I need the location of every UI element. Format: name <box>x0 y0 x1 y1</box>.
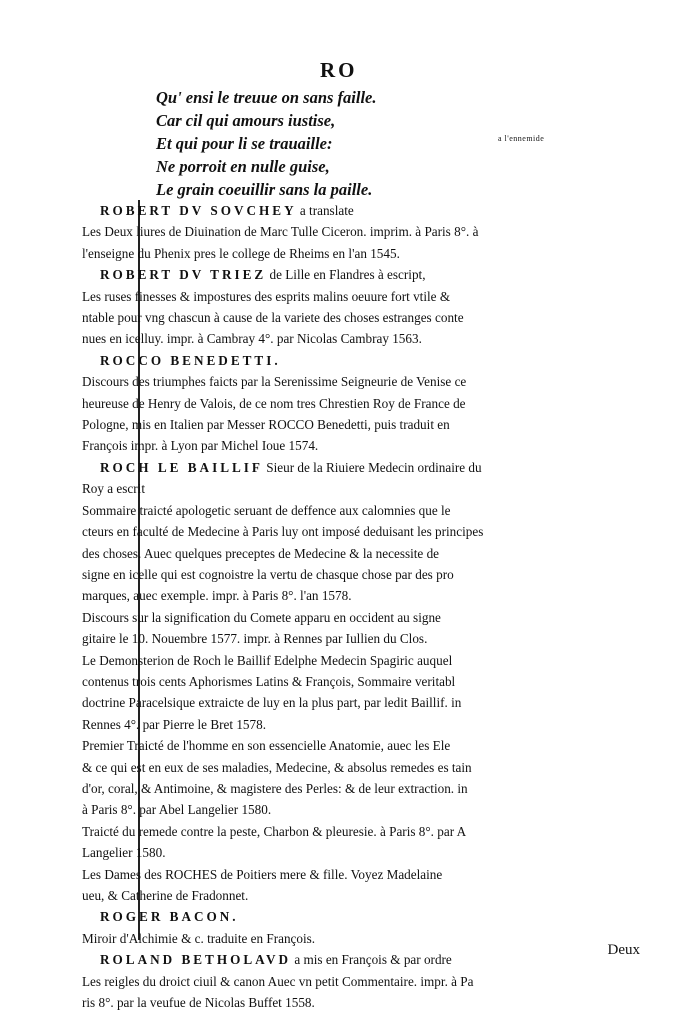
author-name: ROBERT DV SOVCHEY <box>100 203 297 218</box>
entry-heading <box>82 200 618 221</box>
entry-note: de Lille en Flandres à escript, <box>266 267 426 283</box>
author-name: ROCCO BENEDETTI. <box>100 352 281 368</box>
text-line: Les ruses finesses & impostures des esprits malins oeuure fort vtile & <box>82 288 451 304</box>
text-line: cteurs en faculté de Medecine à Paris luy ont imposé deduisant les principes <box>82 524 484 540</box>
text-line: Pologne, mis en Italien par Messer ROCCO Benedetti, puis traduit en <box>82 417 450 433</box>
verse-line: Et qui pour li se trauaille: <box>156 134 333 153</box>
entry-heading <box>82 457 618 478</box>
text-line: Miroir d'Alchimie & c. traduite en François. <box>82 930 316 946</box>
margin-note: a l'ennemide <box>498 134 545 143</box>
text-line: Rennes 4°. par Pierre le Bret 1578. <box>82 716 266 732</box>
text-line: ntable pour vng chascun à cause de la variete des choses estranges conte <box>82 310 464 326</box>
text-line: heureuse de Henry de Valois, de ce nom tres Chrestien Roy de France de <box>82 395 466 411</box>
text-line: ris 8°. par la veufue de Nicolas Buffet 1558. <box>82 995 315 1011</box>
text-line: nues en icelluy. impr. à Cambray 4°. par Nicolas Cambray 1563. <box>82 331 422 347</box>
text-line: gitaire le 10. Nouembre 1577. impr. à Rennes par Iullien du Clos. <box>82 631 428 647</box>
entry-note: a mis en François & par ordre <box>291 952 452 968</box>
text-line: Traicté du remede contre la peste, Charbon & pleuresie. à Paris 8°. par A <box>82 823 467 839</box>
author-name: ROCH LE BAILLIF <box>100 459 263 475</box>
verse-line: Ne porroit en nulle guise, <box>156 157 330 176</box>
text-line: Les Dames des ROCHES de Poitiers mere & fille. Voyez Madelaine <box>82 866 443 882</box>
text-line: Le Demonsterion de Roch le Baillif Edelphe Medecin Spagiric auquel <box>82 652 453 668</box>
text-column <box>82 200 618 1013</box>
text-line: à Paris 8°. par Abel Langelier 1580. <box>82 802 272 818</box>
author-name: ROLAND BETHOLAVD <box>100 952 292 968</box>
text-line: Discours sur la signification du Comete apparu en occident au signe <box>82 609 441 625</box>
text-line: Langelier 1580. <box>82 845 166 861</box>
entry-heading <box>82 906 618 927</box>
verse-line: Qu' ensi le treuue on sans faille. <box>156 88 377 107</box>
verse-line: Le grain coeuillir sans la paille. <box>156 180 373 199</box>
catchword: Deux <box>607 942 640 958</box>
author-name: ROBERT DV TRIEZ <box>100 267 267 283</box>
text-line: des choses. Auec quelques preceptes de Medecine & la necessite de <box>82 545 440 561</box>
text-line: Premier Traicté de l'homme en son essencielle Anatomie, auec les Ele <box>82 738 451 754</box>
entry-heading <box>82 949 618 970</box>
text-line: Les reigles du droict ciuil & canon Auec vn petit Commentaire. impr. à Pa <box>82 973 474 989</box>
text-line: Sommaire traicté apologetic seruant de deffence aux calomnies que le <box>82 502 451 518</box>
text-line: François impr. à Lyon par Michel Ioue 1574. <box>82 438 319 454</box>
entry-heading <box>82 264 618 285</box>
text-line: & ce qui est en eux de ses maladies, Medecine, & absolus remedes es tain <box>82 759 472 775</box>
verse-block <box>156 86 536 201</box>
text-line: ueu, & Catherine de Fradonnet. <box>82 888 249 903</box>
verse-line: Car cil qui amours iustise, <box>156 111 336 130</box>
entry-note: Sieur de la Riuiere Medecin ordinaire du <box>262 459 482 475</box>
author-name: ROGER BACON. <box>100 909 239 925</box>
text-line: Les Deux liures de Diuination de Marc Tulle Ciceron. imprim. à Paris 8°. à <box>82 224 479 240</box>
text-line: d'or, coral, & Antimoine, & magistere des Perles: & de leur extraction. in <box>82 780 468 796</box>
running-header: RO <box>320 58 358 82</box>
text-line: marques, auec exemple. impr. à Paris 8°. l'an 1578. <box>82 588 352 604</box>
text-line: signe en icelle qui est cognoistre la vertu de chasque chose par des pro <box>82 566 454 582</box>
text-line: doctrine Paracelsique extraicte de luy en la plus part, par ledit Baillif. in <box>82 695 462 711</box>
entry-note: a translate <box>296 203 354 218</box>
text-line: Discours des triumphes faicts par la Serenissime Seigneurie de Venise ce <box>82 374 467 390</box>
text-line: Roy a escrit <box>82 481 145 497</box>
text-line: l'enseigne du Phenix pres le college de Rheims en l'an 1545. <box>82 245 400 261</box>
entry-heading <box>82 350 618 371</box>
text-line: contenus trois cents Aphorismes Latins & François, Sommaire veritabl <box>82 673 456 689</box>
